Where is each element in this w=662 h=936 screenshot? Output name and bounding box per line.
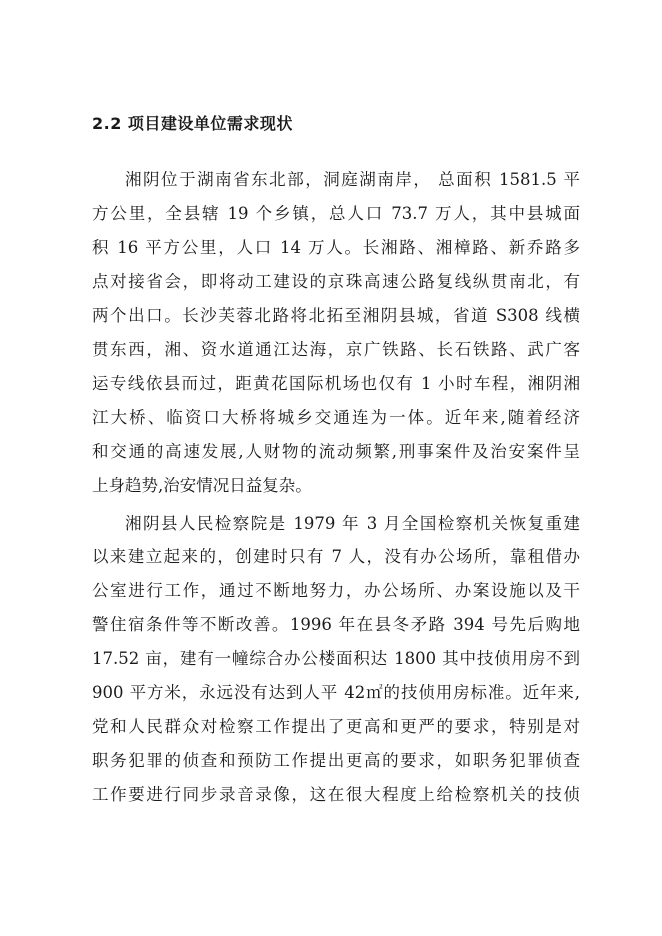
paragraph-line: 湘阴位于湖南省东北部，洞庭湖南岸， 总面积 1581.5 平 (125, 170, 580, 189)
paragraph-line: 点对接省会，即将动工建设的京珠高速公路复线纵贯南北，有 (92, 272, 580, 291)
paragraph-line: 湘阴县人民检察院是 1979 年 3 月全国检察机关恢复重建 (125, 514, 580, 533)
paragraph-line: 和交通的高速发展,人财物的流动频繁,刑事案件及治安案件呈 (92, 442, 580, 461)
paragraph-line: 方公里，全县辖 19 个乡镇，总人口 73.7 万人，其中县城面 (92, 204, 580, 223)
paragraph-line: 以来建立起来的，创建时只有 7 人，没有办公场所，靠租借办 (92, 547, 580, 566)
paragraph-line: 党和人民群众对检察工作提出了更高和更严的要求，特别是对 (92, 717, 580, 736)
paragraph-line: 职务犯罪的侦查和预防工作提出更高的要求，如职务犯罪侦查 (92, 751, 580, 770)
paragraph-line: 公室进行工作，通过不断地努力，办公场所、办案设施以及干 (92, 581, 580, 600)
paragraph-line: 两个出口。长沙芙蓉北路将北拓至湘阴县城，省道 S308 线横 (92, 306, 580, 325)
paragraph-line: 900 平方米，永远没有达到人平 42㎡的技侦用房标准。近年来, (92, 683, 580, 702)
paragraph-line: 17.52 亩，建有一幢综合办公楼面积达 1800 其中技侦用房不到 (92, 649, 580, 668)
paragraph-line: 积 16 平方公里，人口 14 万人。长湘路、湘樟路、新乔路多 (92, 238, 580, 257)
paragraph-line: 警住宿条件等不断改善。1996 年在县冬矛路 394 号先后购地 (92, 615, 580, 634)
section-heading: 2.2 项目建设单位需求现状 (92, 114, 293, 133)
paragraph-line: 上身趋势,治安情况日益复杂。 (92, 476, 312, 495)
paragraph-line: 工作要进行同步录音录像，这在很大程度上给检察机关的技侦 (92, 785, 580, 804)
paragraph-line: 江大桥、临资口大桥将城乡交通连为一体。近年来,随着经济 (92, 408, 580, 427)
paragraph-line: 运专线依县而过，距黄花国际机场也仅有 1 小时车程，湘阴湘 (92, 374, 580, 393)
paragraph-line: 贯东西，湘、资水道通江达海，京广铁路、长石铁路、武广客 (92, 340, 580, 359)
